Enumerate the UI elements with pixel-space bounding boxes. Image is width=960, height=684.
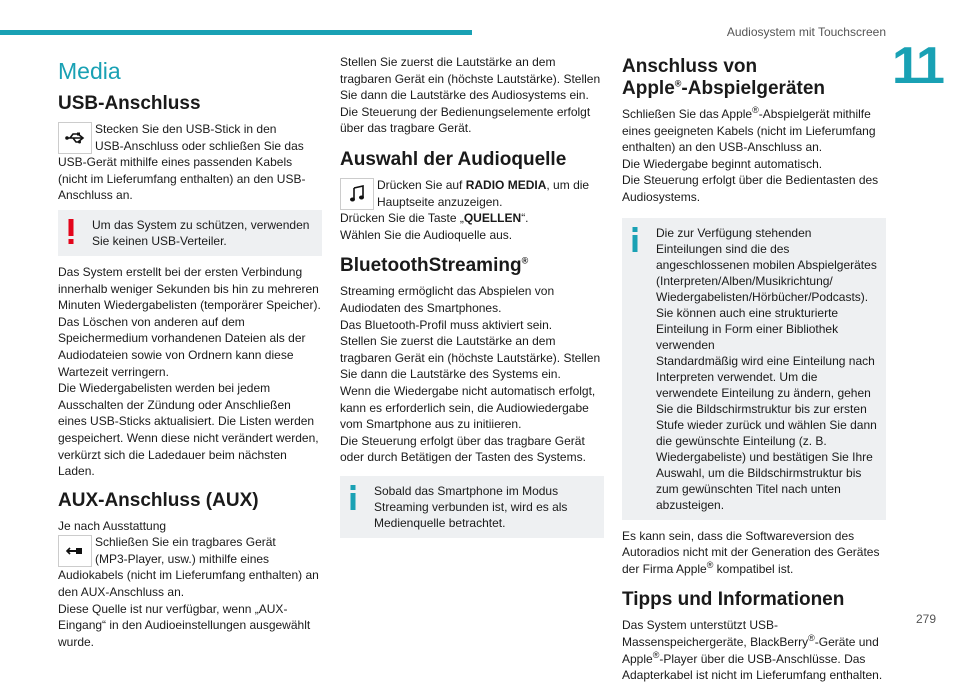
warning-text: Um das System zu schützen, verwenden Sie keinen USB-Verteiler. bbox=[92, 217, 310, 248]
tips-p1-a: Das System unterstützt USB-Massenspeichergeräte, BlackBerry bbox=[622, 618, 809, 649]
apple-heading-sup: ® bbox=[674, 78, 682, 89]
source-line-1-pre: Drücken Sie auf bbox=[377, 177, 466, 192]
tips-p1-sup1: ® bbox=[808, 632, 815, 643]
section-title: Media bbox=[58, 58, 121, 84]
aux-instruction bbox=[58, 534, 322, 567]
info-box-bt bbox=[340, 476, 604, 538]
apple-p1-sup: ® bbox=[752, 105, 759, 115]
quellen-label: QUELLEN bbox=[463, 211, 522, 226]
radio-media-label: RADIO MEDIA bbox=[465, 177, 547, 192]
aux-text-rest: Audiokabels (nicht im Lieferumfang enthalten) an den AUX-Anschluss an. bbox=[58, 568, 319, 600]
usb-instruction bbox=[58, 121, 322, 154]
source-line-1 bbox=[377, 177, 604, 194]
warning-box bbox=[58, 210, 322, 256]
aux-heading: AUX-Anschluss (AUX) bbox=[58, 489, 259, 511]
header-accent-bar bbox=[0, 30, 472, 35]
source-line-4: Wählen Sie die Audioquelle aus. bbox=[340, 227, 513, 242]
apple-heading-line-1: Anschluss von bbox=[622, 56, 758, 77]
column-3 bbox=[622, 54, 886, 684]
apple-p4-b: kompatibel ist. bbox=[713, 561, 794, 576]
tips-p1-c: -Player über die USB-Anschlüsse. Das Adapterkabel ist nicht im Lieferumfang enthalten. bbox=[622, 651, 883, 683]
tips-heading: Tipps und Informationen bbox=[622, 589, 845, 611]
aux-volume-text: Stellen Sie zuerst die Lautstärke an dem tragbaren Gerät ein (höchste Lautstärke). Stellen Sie dann die Lautstärke des Audiosystems ein. bbox=[340, 55, 601, 103]
apple-paragraph-3: Die Steuerung erfolgt über die Bedientasten des Audiosystems. bbox=[622, 173, 879, 204]
usb-icon bbox=[58, 122, 92, 154]
info-text-apple-2: Standardmäßig wird eine Einteilung nach Interpreten verwendet. Um die verwendete Einteilung zu ändern, gehen Sie die Bildschirmstruktur bis zur ersten Stufe wieder zurück und wählen Sie dann die gewünschte Einteilung (z. B. Wiedergabeliste) und bestätigen Sie Ihre Auswahl, um die Bildschirmstruktur bis zum gewünschten Titel nach unten abzusteigen. bbox=[656, 353, 877, 512]
apple-paragraph-1 bbox=[622, 106, 886, 156]
bt-paragraph-5: Die Steuerung erfolgt über das tragbare Gerät oder durch Betätigen der Tasten des Systems. bbox=[340, 433, 586, 465]
tips-p1-sup2: ® bbox=[652, 649, 660, 660]
info-text-bt: Sobald das Smartphone im Modus Streaming verbunden ist, wird es als Medienquelle betrachtet. bbox=[374, 483, 568, 530]
column-1 bbox=[58, 54, 322, 650]
bt-paragraph-2: Das Bluetooth-Profil muss aktiviert sein. bbox=[340, 317, 553, 332]
source-line-3-pre: Drücken Sie die Taste „ bbox=[340, 211, 464, 226]
usb-paragraph-3: Die Wiedergabelisten werden bei jedem Ausschalten der Zündung oder Anschließen eines USB-Sticks aktualisiert. Die Listen werden gespeichert. Wenn diese nicht verändert werden, verkürzt sich die Ladedauer beim nächsten Laden. bbox=[58, 381, 319, 479]
page-number: 279 bbox=[915, 612, 936, 626]
source-instruction bbox=[340, 177, 604, 210]
info-text-apple-1: Die zur Verfügung stehenden Einteilungen sind die des angeschlossenen mobilen Abspielgerätes (Interpreten/Alben/Musikrichtung/ Wiedergabelisten/Hörbücher/Podcasts). Sie können auch eine strukturierte Einteilung in Form einer Bibliothek verwenden bbox=[656, 225, 877, 352]
apple-paragraph-4 bbox=[622, 528, 886, 578]
bt-paragraph-1: Streaming ermöglicht das Abspielen von Audiodaten des Smartphones. bbox=[340, 284, 555, 315]
usb-paragraph-1: Das System erstellt bei der ersten Verbindung innerhalb weniger Sekunden bis hin zu mehreren Minuten Wiedergabelisten (temporärer Speicher). bbox=[58, 264, 321, 313]
apple-heading-line-2: -Abspielgeräten bbox=[681, 78, 826, 99]
music-note-icon bbox=[340, 178, 374, 210]
bt-heading-text: BluetoothStreaming bbox=[340, 255, 522, 277]
column-2 bbox=[340, 54, 604, 546]
usb-line-2: USB-Anschluss oder schließen Sie das bbox=[95, 138, 304, 153]
bt-paragraph-4: Wenn die Wiedergabe nicht automatisch erfolgt, kann es erforderlich sein, die Audiowiedergabe vom Smartphone aus zu initiieren. bbox=[340, 383, 596, 432]
aux-line-1: Schließen Sie ein tragbares Gerät bbox=[95, 535, 276, 550]
bt-heading bbox=[340, 255, 604, 277]
aux-jack-icon bbox=[58, 535, 92, 567]
usb-paragraph-2: Das Löschen von anderen auf dem Speichermedium vorhandenen Dateien als der Audiodateien sowie von Ordnern kann diese Wartezeit verringern. bbox=[58, 314, 306, 379]
apple-p4-a: Es kann sein, dass die Softwareversion des Autoradios nicht mit der Generation des Gerätes der Firma Apple bbox=[622, 528, 880, 576]
chapter-number: 11 bbox=[892, 37, 943, 95]
bt-paragraph-3: Stellen Sie zuerst die Lautstärke an dem tragbaren Gerät ein (höchste Lautstärke). Stellen Sie dann die Lautstärke des Systems ein. bbox=[340, 334, 601, 382]
usb-heading: USB-Anschluss bbox=[58, 93, 201, 114]
warning-icon bbox=[67, 219, 75, 250]
aux-paragraph-2: Diese Quelle ist nur verfügbar, wenn „AUX-Eingang“ in den Audioeinstellungen ausgewählt wurde. bbox=[58, 601, 311, 649]
usb-text-rest: USB-Gerät mithilfe eines passenden Kabels (nicht im Lieferumfang enthalten) an den USB-Anschluss an. bbox=[58, 155, 306, 203]
apple-p1-b: -Abspielgerät mithilfe eines geeigneten Kabels (nicht im Lieferumfang enthalten) an den USB-Anschluss an. bbox=[622, 107, 876, 155]
tips-p1-b: -Geräte und Apple bbox=[622, 634, 879, 666]
apple-paragraph-2: Die Wiedergabe beginnt automatisch. bbox=[622, 156, 823, 171]
source-line-3 bbox=[340, 210, 604, 227]
info-icon bbox=[631, 227, 639, 258]
apple-p1-a: Schließen Sie das Apple bbox=[622, 107, 753, 121]
header-title: Audiosystem mit Touchscreen bbox=[726, 25, 886, 39]
info-box-apple bbox=[622, 218, 886, 520]
bt-heading-sup: ® bbox=[521, 256, 529, 267]
usb-line-1: Stecken Sie den USB-Stick in den bbox=[95, 122, 277, 136]
source-line-2: Hauptseite anzuzeigen. bbox=[377, 194, 503, 209]
apple-heading-apple: Apple bbox=[622, 78, 675, 99]
apple-heading bbox=[622, 56, 886, 100]
source-line-1-post: , um die bbox=[546, 177, 590, 192]
aux-control-text: Die Steuerung der Bedienungselemente erfolgt über das tragbare Gerät. bbox=[340, 104, 591, 136]
source-line-3-post: “. bbox=[521, 211, 529, 226]
aux-intro: Je nach Ausstattung bbox=[58, 518, 167, 533]
info-icon bbox=[349, 485, 357, 516]
source-heading: Auswahl der Audioquelle bbox=[340, 148, 567, 170]
aux-line-2: (MP3-Player, usw.) mithilfe eines bbox=[95, 551, 270, 566]
apple-p4-sup: ® bbox=[706, 559, 714, 570]
tips-paragraph-1 bbox=[622, 617, 886, 683]
